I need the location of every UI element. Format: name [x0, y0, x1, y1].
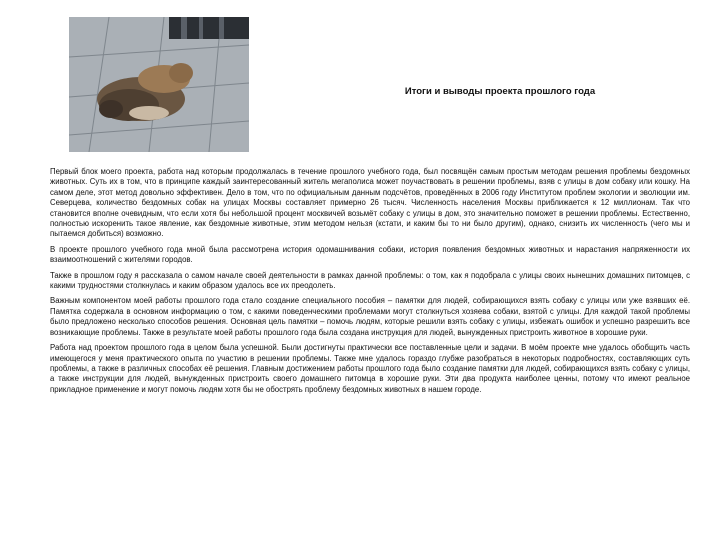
paragraph: В проекте прошлого учебного года мной была рассмотрена история одомашнивания собаки, история появления бездомных животных и нарастания напряженности их взаимоотношений с жителями городов.: [50, 244, 690, 265]
page-title: Итоги и выводы проекта прошлого года: [404, 86, 596, 97]
paragraph: Работа над проектом прошлого года в целом была успешной. Были достигнуты практически все поставленные цели и задачи. В моём проекте мне удалось обобщить часть имеющегося у меня практического опыта по участию в решении проблемы. Также мне удалось гораздо глубже разобраться в некоторых подробностях, составляющих суть проблемы, а также в различных способах её решения. Главным достижением работы прошлого года было создание памятки для людей, собирающихся взять собаку с улицы, а также инструкции для людей, вынужденных пристроить своего домашнего питомца в хорошие руки. Эти два продукта наиболее ценны, потому что имеют реальное прикладное применение и могут помочь людям хотя бы не обострять проблему бездомных животных в нашем городе.: [50, 343, 690, 394]
paragraph: Важным компонентом моей работы прошлого года стало создание специального пособия – памятки для людей, собирающихся взять собаку с улицы или уже взявших её. Памятка содержала в основном информацию о том, с какими поведенческими проблемами могут столкнуться хозяева собаки, взятой с улицы. Для каждой такой проблемы было предложено несколько способов решения. Основная цель памятки – помочь людям, которые решили взять собаку с улицы, избежать ошибок и успешно разрешить все возникающие проблемы. Также в результате моей работы прошлого года была создана инструкция для людей, вынужденных пристроить животное в хорошие руки.: [50, 296, 690, 337]
body-text: [50, 167, 690, 400]
dogs-photo: [69, 17, 249, 152]
paragraph: Первый блок моего проекта, работа над которым продолжалась в течение прошлого учебного года, был посвящён самым простым методам решения проблемы бездомных животных. Суть их в том, что в принципе каждый заинтересованный житель мегаполиса может поучаствовать в решении проблемы, взяв с улицы в дом собаку или кошку. На самом деле, этот метод довольно эффективен. Дело в том, что по официальным данным подсчётов, проведённых в 2006 году Институтом проблем экологии и эволюции им. Северцева, количество бездомных собак на улицах Москвы составляет примерно 26 тысяч. Численность населения Москвы приближается к 12 миллионам. Так что становится вполне очевидным, что если хотя бы небольшой процент москвичей возьмёт собаку с улицы в дом, это значительно поможет в решении проблемы. Естественно, полностью искоренить такое явление, как бездомные животные, этим методом нельзя (кстати, и каким бы то ни было другим), однако, снизить их численность (чего мы и пытаемся добиться) возможно.: [50, 167, 690, 239]
paragraph: Также в прошлом году я рассказала о самом начале своей деятельности в рамках данной проблемы: о том, как я подобрала с улицы своих нынешних домашних питомцев, с какими трудностями столкнулась и каким образом удалось все их преодолеть.: [50, 270, 690, 291]
